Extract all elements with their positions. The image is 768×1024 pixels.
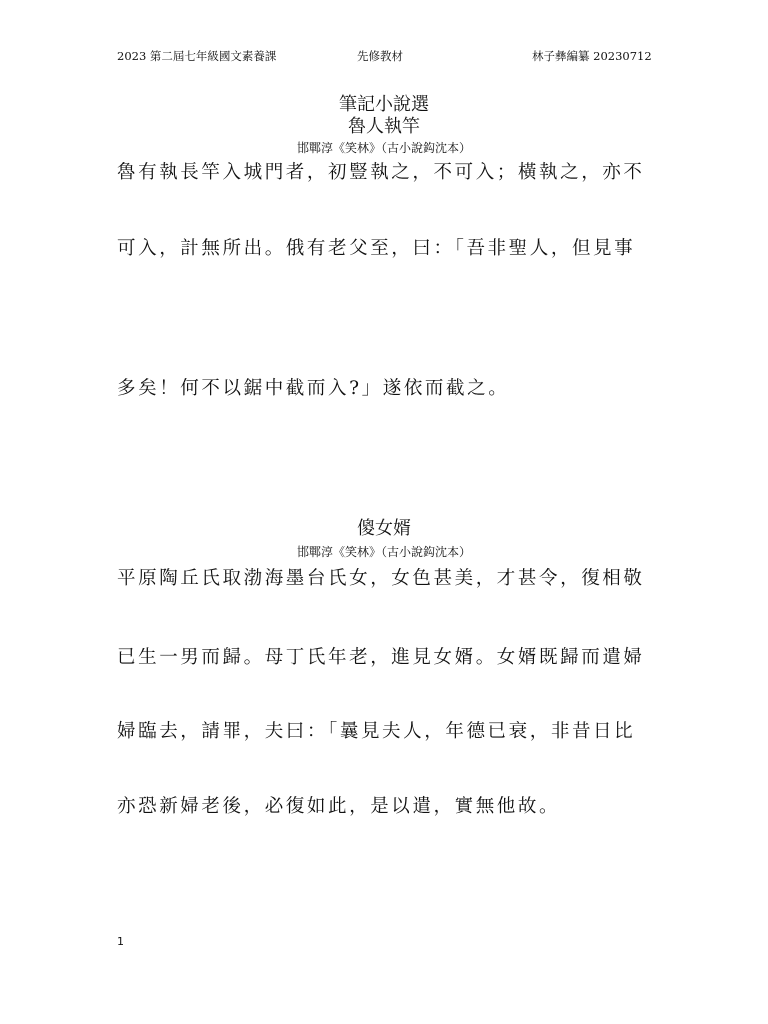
page-header <box>0 48 768 68</box>
story1-line: 可入，計無所出。俄有老父至，曰：「吾非聖人，但見事 <box>117 238 636 259</box>
header-material: 先修教材 <box>357 49 403 63</box>
story2-line: 婦臨去，請罪，夫曰：「曩見夫人，年德已衰，非昔日比 <box>117 721 636 742</box>
story1-title: 魯人執竿 <box>348 116 420 137</box>
story1-line: 魯有執長竿入城門者，初豎執之，不可入；橫執之，亦不 <box>117 162 645 183</box>
header-course: 2023 第二屆七年級國文素養課 <box>117 49 277 63</box>
story2-source: 邯鄲淳《笑林》（古小說鈎沈本） <box>296 545 471 559</box>
story2-line: 亦恐新婦老後，必復如此，是以遣，實無他故。 <box>117 796 561 817</box>
section-title: 筆記小說選 <box>339 94 429 115</box>
story2-title: 傻女婿 <box>357 518 411 539</box>
story2-line: 已生一男而歸。母丁氏年老，進見女婿。女婿既歸而遣婦 <box>117 647 645 668</box>
story2-line: 平原陶丘氏取渤海墨台氏女，女色甚美，才甚令，復相敬 <box>117 568 645 589</box>
story1-line: 多矣！何不以鋸中截而入?」遂依而截之。 <box>117 378 510 399</box>
page-number: 1 <box>117 935 124 948</box>
header-author-date: 林子彝編纂 20230712 <box>532 49 652 63</box>
story1-source: 邯鄲淳《笑林》（古小說鈎沈本） <box>296 141 471 155</box>
